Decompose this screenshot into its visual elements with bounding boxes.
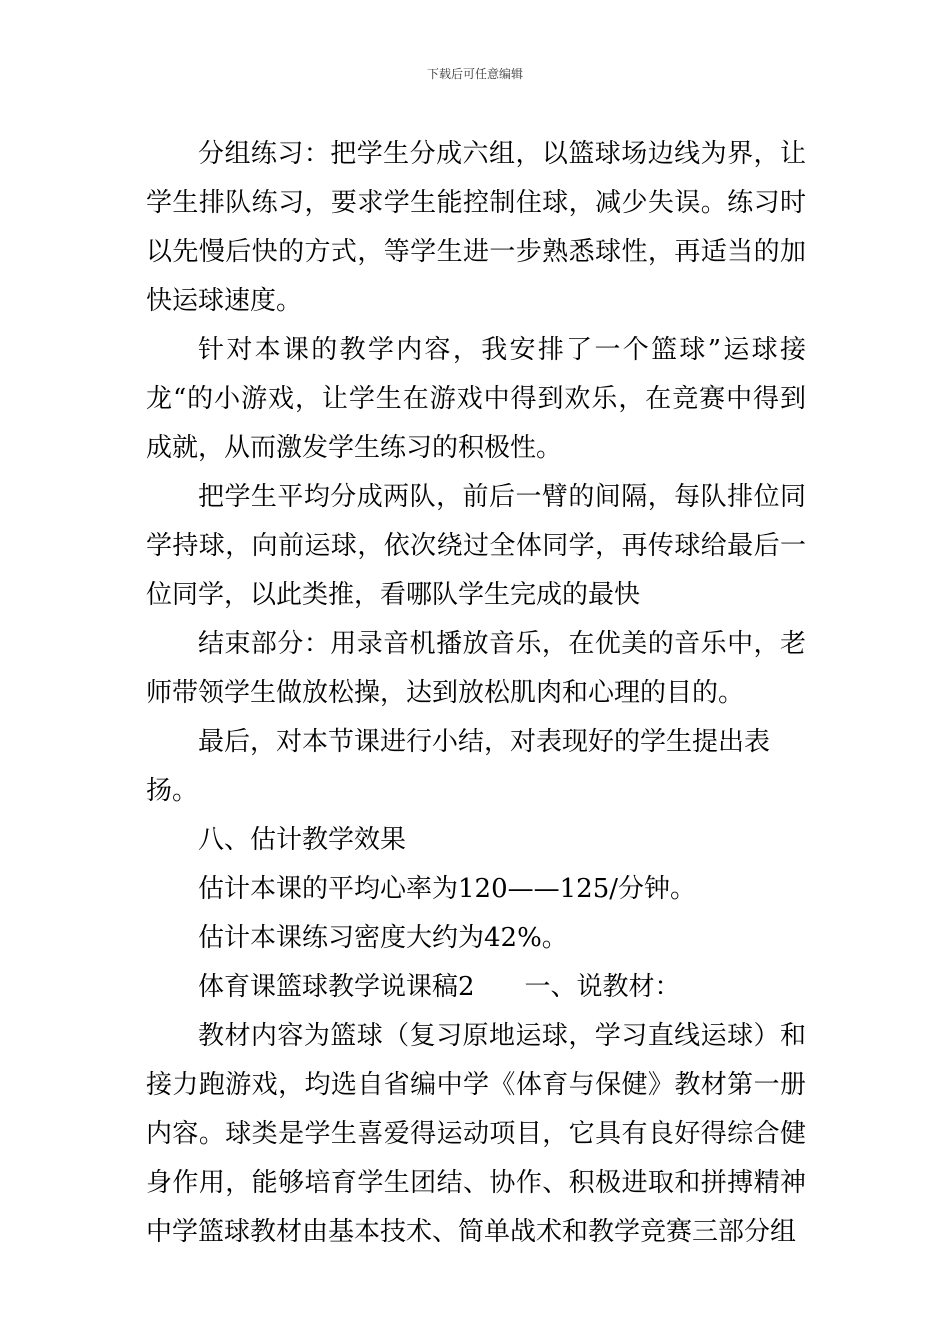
paragraph-title-line bbox=[146, 963, 806, 1012]
paragraph-game-rules: 把学生平均分成两队，前后一臂的间隔，每队排位同学持球，向前运球，依次绕过全体同学，再传球给最后一位同学，以此类推，看哪队学生完成的最快 bbox=[146, 482, 806, 610]
document-title-2: 体育课篮球教学说课稿2 bbox=[198, 972, 475, 1002]
paragraph-density: 估计本课练习密度大约为42%。 bbox=[198, 923, 568, 953]
page-header: 下载后可任意编辑 bbox=[426, 67, 523, 81]
section-heading-effect: 八、估计教学效果 bbox=[198, 825, 407, 855]
paragraph-textbook-content: 教材内容为篮球（复习原地运球，学习直线运球）和接力跑游戏，均选自省编中学《体育与保健》教材第一册内容。球类是学生喜爱得运动项目，它具有良好得综合健身作用，能够培育学生团结、协作、积极进取和拼搏精神中学篮球教材由基本技术、简单战术和教学竞赛三部分组 bbox=[146, 1021, 806, 1247]
document-body bbox=[146, 130, 806, 1257]
paragraph-heart-rate: 估计本课的平均心率为120——125/分钟。 bbox=[198, 874, 697, 904]
section-heading-textbook: 一、说教材： bbox=[524, 972, 681, 1002]
paragraph-summary: 最后，对本节课进行小结，对表现好的学生提出表扬。 bbox=[146, 727, 771, 806]
paragraph-ending-part: 结束部分：用录音机播放音乐，在优美的音乐中，老师带领学生做放松操，达到放松肌肉和心理的目的。 bbox=[146, 629, 806, 708]
paragraph-game-intro: 针对本课的教学内容，我安排了一个篮球”运球接龙“的小游戏，让学生在游戏中得到欢乐，在竞赛中得到成就，从而激发学生练习的积极性。 bbox=[146, 335, 806, 463]
paragraph-group-practice: 分组练习：把学生分成六组，以篮球场边线为界，让学生排队练习，要求学生能控制住球，减少失误。练习时以先慢后快的方式，等学生进一步熟悉球性，再适当的加快运球速度。 bbox=[146, 139, 806, 316]
